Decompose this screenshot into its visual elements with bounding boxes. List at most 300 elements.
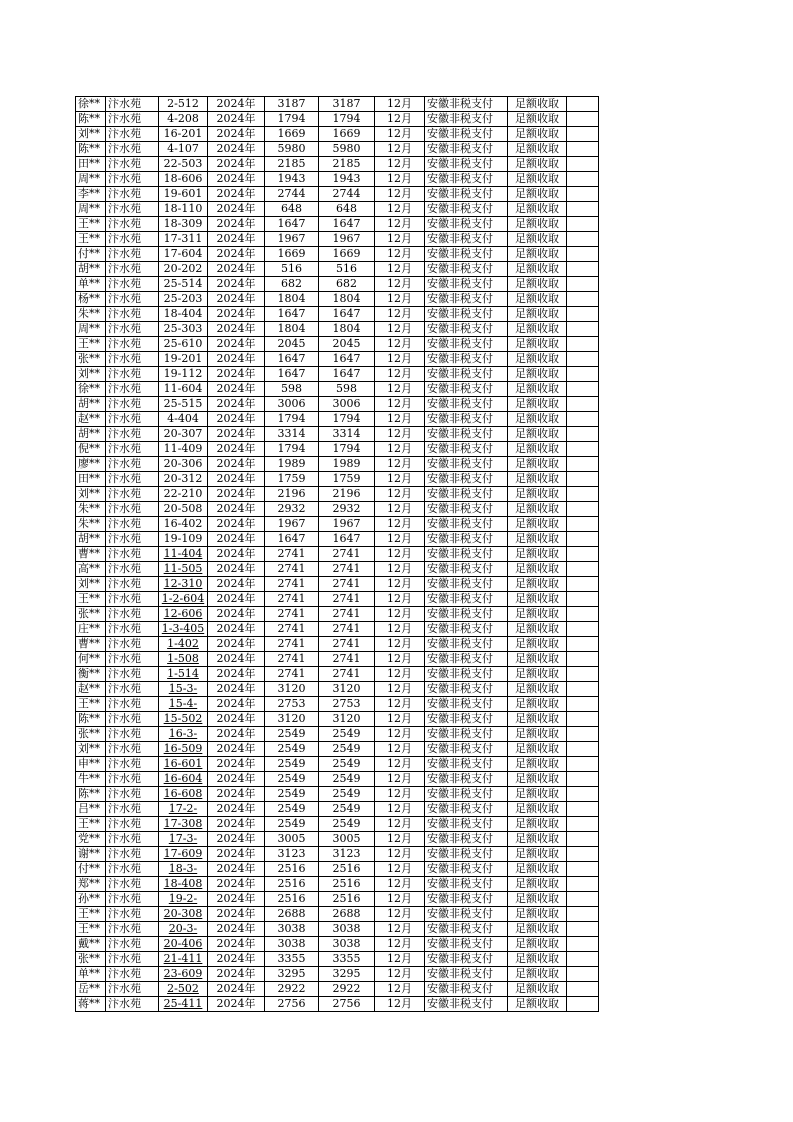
unit-cell: 11-505 — [159, 562, 208, 577]
collection-status-cell: 足额收取 — [508, 472, 567, 487]
community-cell: 汴水苑 — [106, 247, 159, 262]
month-cell: 12月 — [375, 607, 425, 622]
community-cell: 汴水苑 — [106, 727, 159, 742]
community-cell: 汴水苑 — [106, 967, 159, 982]
month-cell: 12月 — [375, 922, 425, 937]
community-cell: 汴水苑 — [106, 337, 159, 352]
payment-method-cell: 安徽非税支付 — [425, 892, 508, 907]
payment-method-cell: 安徽非税支付 — [425, 592, 508, 607]
year-cell: 2024年 — [208, 382, 265, 397]
owner-name-cell: 戴** — [76, 937, 106, 952]
amount-paid-cell: 3120 — [319, 682, 375, 697]
month-cell: 12月 — [375, 997, 425, 1012]
amount-paid-cell: 1804 — [319, 292, 375, 307]
amount-paid-cell: 2549 — [319, 787, 375, 802]
amount-paid-cell: 3355 — [319, 952, 375, 967]
collection-status-cell: 足额收取 — [508, 97, 567, 112]
owner-name-cell: 庄** — [76, 622, 106, 637]
year-cell: 2024年 — [208, 412, 265, 427]
unit-cell: 4-107 — [159, 142, 208, 157]
community-cell: 汴水苑 — [106, 382, 159, 397]
empty-cell — [567, 517, 599, 532]
empty-cell — [567, 907, 599, 922]
table-row — [76, 172, 599, 187]
owner-name-cell: 王** — [76, 592, 106, 607]
community-cell: 汴水苑 — [106, 487, 159, 502]
year-cell: 2024年 — [208, 667, 265, 682]
community-cell: 汴水苑 — [106, 877, 159, 892]
collection-status-cell: 足额收取 — [508, 952, 567, 967]
year-cell: 2024年 — [208, 832, 265, 847]
collection-status-cell: 足额收取 — [508, 592, 567, 607]
amount-due-cell: 2516 — [265, 877, 319, 892]
month-cell: 12月 — [375, 232, 425, 247]
owner-name-cell: 王** — [76, 817, 106, 832]
payment-method-cell: 安徽非税支付 — [425, 202, 508, 217]
empty-cell — [567, 337, 599, 352]
community-cell: 汴水苑 — [106, 232, 159, 247]
collection-status-cell: 足额收取 — [508, 337, 567, 352]
amount-due-cell: 1647 — [265, 532, 319, 547]
empty-cell — [567, 172, 599, 187]
owner-name-cell: 谢** — [76, 847, 106, 862]
collection-status-cell: 足额收取 — [508, 862, 567, 877]
table-row — [76, 787, 599, 802]
collection-status-cell: 足额收取 — [508, 982, 567, 997]
amount-due-cell: 2756 — [265, 997, 319, 1012]
table-row — [76, 592, 599, 607]
empty-cell — [567, 442, 599, 457]
community-cell: 汴水苑 — [106, 442, 159, 457]
year-cell: 2024年 — [208, 247, 265, 262]
owner-name-cell: 岳** — [76, 982, 106, 997]
unit-cell: 18-404 — [159, 307, 208, 322]
payment-method-cell: 安徽非税支付 — [425, 337, 508, 352]
month-cell: 12月 — [375, 667, 425, 682]
community-cell: 汴水苑 — [106, 517, 159, 532]
amount-due-cell: 2549 — [265, 772, 319, 787]
amount-paid-cell: 3006 — [319, 397, 375, 412]
unit-cell: 1-514 — [159, 667, 208, 682]
month-cell: 12月 — [375, 742, 425, 757]
table-row — [76, 517, 599, 532]
month-cell: 12月 — [375, 502, 425, 517]
unit-cell: 1-2-604 — [159, 592, 208, 607]
amount-due-cell: 2549 — [265, 757, 319, 772]
owner-name-cell: 胡** — [76, 397, 106, 412]
amount-due-cell: 1794 — [265, 442, 319, 457]
year-cell: 2024年 — [208, 157, 265, 172]
amount-paid-cell: 1647 — [319, 352, 375, 367]
owner-name-cell: 朱** — [76, 517, 106, 532]
payment-method-cell: 安徽非税支付 — [425, 637, 508, 652]
payment-method-cell: 安徽非税支付 — [425, 562, 508, 577]
payment-method-cell: 安徽非税支付 — [425, 232, 508, 247]
table-row — [76, 952, 599, 967]
payment-method-cell: 安徽非税支付 — [425, 397, 508, 412]
amount-paid-cell: 3038 — [319, 922, 375, 937]
empty-cell — [567, 427, 599, 442]
year-cell: 2024年 — [208, 772, 265, 787]
community-cell: 汴水苑 — [106, 907, 159, 922]
unit-cell: 18-3- — [159, 862, 208, 877]
community-cell: 汴水苑 — [106, 127, 159, 142]
collection-status-cell: 足额收取 — [508, 832, 567, 847]
amount-due-cell: 2741 — [265, 667, 319, 682]
payment-method-cell: 安徽非税支付 — [425, 862, 508, 877]
payment-method-cell: 安徽非税支付 — [425, 907, 508, 922]
month-cell: 12月 — [375, 817, 425, 832]
collection-status-cell: 足额收取 — [508, 937, 567, 952]
amount-paid-cell: 2688 — [319, 907, 375, 922]
month-cell: 12月 — [375, 247, 425, 262]
collection-status-cell: 足额收取 — [508, 712, 567, 727]
year-cell: 2024年 — [208, 472, 265, 487]
table-row — [76, 577, 599, 592]
owner-name-cell: 党** — [76, 832, 106, 847]
payment-method-cell: 安徽非税支付 — [425, 667, 508, 682]
owner-name-cell: 高** — [76, 562, 106, 577]
community-cell: 汴水苑 — [106, 637, 159, 652]
month-cell: 12月 — [375, 772, 425, 787]
table-row — [76, 487, 599, 502]
amount-paid-cell: 2741 — [319, 622, 375, 637]
amount-due-cell: 598 — [265, 382, 319, 397]
table-row — [76, 907, 599, 922]
amount-due-cell: 1647 — [265, 307, 319, 322]
payment-method-cell: 安徽非税支付 — [425, 712, 508, 727]
amount-paid-cell: 1967 — [319, 517, 375, 532]
year-cell: 2024年 — [208, 967, 265, 982]
table-row — [76, 937, 599, 952]
owner-name-cell: 王** — [76, 922, 106, 937]
table-row — [76, 967, 599, 982]
month-cell: 12月 — [375, 907, 425, 922]
payment-method-cell: 安徽非税支付 — [425, 247, 508, 262]
amount-due-cell: 2932 — [265, 502, 319, 517]
owner-name-cell: 胡** — [76, 532, 106, 547]
table-row — [76, 247, 599, 262]
payment-method-cell: 安徽非税支付 — [425, 172, 508, 187]
payment-method-cell: 安徽非税支付 — [425, 817, 508, 832]
community-cell: 汴水苑 — [106, 472, 159, 487]
owner-name-cell: 周** — [76, 322, 106, 337]
unit-cell: 19-201 — [159, 352, 208, 367]
amount-paid-cell: 598 — [319, 382, 375, 397]
unit-cell: 19-109 — [159, 532, 208, 547]
empty-cell — [567, 937, 599, 952]
empty-cell — [567, 277, 599, 292]
empty-cell — [567, 232, 599, 247]
year-cell: 2024年 — [208, 187, 265, 202]
community-cell: 汴水苑 — [106, 427, 159, 442]
amount-paid-cell: 648 — [319, 202, 375, 217]
empty-cell — [567, 787, 599, 802]
unit-cell: 15-4- — [159, 697, 208, 712]
month-cell: 12月 — [375, 577, 425, 592]
owner-name-cell: 周** — [76, 172, 106, 187]
table-row — [76, 292, 599, 307]
table-row — [76, 277, 599, 292]
empty-cell — [567, 637, 599, 652]
amount-due-cell: 2045 — [265, 337, 319, 352]
owner-name-cell: 赵** — [76, 412, 106, 427]
collection-status-cell: 足额收取 — [508, 487, 567, 502]
empty-cell — [567, 682, 599, 697]
unit-cell: 4-404 — [159, 412, 208, 427]
month-cell: 12月 — [375, 202, 425, 217]
community-cell: 汴水苑 — [106, 922, 159, 937]
table-row — [76, 127, 599, 142]
amount-paid-cell: 1759 — [319, 472, 375, 487]
empty-cell — [567, 292, 599, 307]
month-cell: 12月 — [375, 652, 425, 667]
collection-status-cell: 足额收取 — [508, 292, 567, 307]
month-cell: 12月 — [375, 187, 425, 202]
amount-paid-cell: 3038 — [319, 937, 375, 952]
table-row — [76, 262, 599, 277]
table-row — [76, 157, 599, 172]
unit-cell: 25-515 — [159, 397, 208, 412]
month-cell: 12月 — [375, 172, 425, 187]
amount-paid-cell: 2932 — [319, 502, 375, 517]
table-row — [76, 187, 599, 202]
collection-status-cell: 足额收取 — [508, 397, 567, 412]
payment-method-cell: 安徽非税支付 — [425, 262, 508, 277]
collection-status-cell: 足额收取 — [508, 307, 567, 322]
amount-due-cell: 2741 — [265, 577, 319, 592]
owner-name-cell: 田** — [76, 157, 106, 172]
empty-cell — [567, 802, 599, 817]
table-row — [76, 712, 599, 727]
amount-paid-cell: 3187 — [319, 97, 375, 112]
collection-status-cell: 足额收取 — [508, 907, 567, 922]
unit-cell: 16-608 — [159, 787, 208, 802]
collection-status-cell: 足额收取 — [508, 667, 567, 682]
amount-due-cell: 1967 — [265, 517, 319, 532]
table-row — [76, 307, 599, 322]
amount-paid-cell: 1647 — [319, 367, 375, 382]
table-row — [76, 142, 599, 157]
year-cell: 2024年 — [208, 292, 265, 307]
payment-method-cell: 安徽非税支付 — [425, 367, 508, 382]
empty-cell — [567, 487, 599, 502]
community-cell: 汴水苑 — [106, 832, 159, 847]
table-row — [76, 337, 599, 352]
month-cell: 12月 — [375, 412, 425, 427]
community-cell: 汴水苑 — [106, 352, 159, 367]
empty-cell — [567, 202, 599, 217]
fee-collection-table — [75, 96, 599, 1012]
amount-due-cell: 3187 — [265, 97, 319, 112]
empty-cell — [567, 742, 599, 757]
table-row — [76, 457, 599, 472]
community-cell: 汴水苑 — [106, 952, 159, 967]
owner-name-cell: 刘** — [76, 127, 106, 142]
year-cell: 2024年 — [208, 802, 265, 817]
amount-paid-cell: 1794 — [319, 412, 375, 427]
payment-method-cell: 安徽非税支付 — [425, 322, 508, 337]
community-cell: 汴水苑 — [106, 322, 159, 337]
amount-due-cell: 1794 — [265, 112, 319, 127]
amount-paid-cell: 3005 — [319, 832, 375, 847]
collection-status-cell: 足额收取 — [508, 112, 567, 127]
year-cell: 2024年 — [208, 847, 265, 862]
table-row — [76, 697, 599, 712]
payment-method-cell: 安徽非税支付 — [425, 112, 508, 127]
amount-paid-cell: 3123 — [319, 847, 375, 862]
owner-name-cell: 胡** — [76, 262, 106, 277]
year-cell: 2024年 — [208, 607, 265, 622]
table-row — [76, 472, 599, 487]
community-cell: 汴水苑 — [106, 202, 159, 217]
amount-due-cell: 2549 — [265, 802, 319, 817]
amount-due-cell: 2741 — [265, 547, 319, 562]
table-row — [76, 232, 599, 247]
empty-cell — [567, 982, 599, 997]
empty-cell — [567, 997, 599, 1012]
year-cell: 2024年 — [208, 547, 265, 562]
month-cell: 12月 — [375, 637, 425, 652]
year-cell: 2024年 — [208, 922, 265, 937]
amount-due-cell: 516 — [265, 262, 319, 277]
unit-cell: 16-604 — [159, 772, 208, 787]
amount-paid-cell: 2744 — [319, 187, 375, 202]
month-cell: 12月 — [375, 472, 425, 487]
unit-cell: 22-503 — [159, 157, 208, 172]
year-cell: 2024年 — [208, 682, 265, 697]
community-cell: 汴水苑 — [106, 772, 159, 787]
year-cell: 2024年 — [208, 727, 265, 742]
unit-cell: 17-604 — [159, 247, 208, 262]
payment-method-cell: 安徽非税支付 — [425, 292, 508, 307]
amount-paid-cell: 2549 — [319, 772, 375, 787]
year-cell: 2024年 — [208, 172, 265, 187]
amount-paid-cell: 2753 — [319, 697, 375, 712]
amount-due-cell: 5980 — [265, 142, 319, 157]
amount-paid-cell: 2185 — [319, 157, 375, 172]
empty-cell — [567, 217, 599, 232]
amount-due-cell: 1669 — [265, 247, 319, 262]
month-cell: 12月 — [375, 712, 425, 727]
empty-cell — [567, 877, 599, 892]
collection-status-cell: 足额收取 — [508, 142, 567, 157]
payment-method-cell: 安徽非税支付 — [425, 742, 508, 757]
empty-cell — [567, 157, 599, 172]
amount-due-cell: 1647 — [265, 367, 319, 382]
amount-paid-cell: 2741 — [319, 577, 375, 592]
owner-name-cell: 申** — [76, 757, 106, 772]
empty-cell — [567, 367, 599, 382]
collection-status-cell: 足额收取 — [508, 172, 567, 187]
community-cell: 汴水苑 — [106, 592, 159, 607]
table-row — [76, 637, 599, 652]
empty-cell — [567, 112, 599, 127]
collection-status-cell: 足额收取 — [508, 892, 567, 907]
collection-status-cell: 足额收取 — [508, 157, 567, 172]
month-cell: 12月 — [375, 277, 425, 292]
amount-due-cell: 2688 — [265, 907, 319, 922]
empty-cell — [567, 922, 599, 937]
amount-paid-cell: 2516 — [319, 877, 375, 892]
table-row — [76, 802, 599, 817]
empty-cell — [567, 397, 599, 412]
collection-status-cell: 足额收取 — [508, 502, 567, 517]
unit-cell: 25-610 — [159, 337, 208, 352]
amount-due-cell: 1759 — [265, 472, 319, 487]
owner-name-cell: 朱** — [76, 307, 106, 322]
unit-cell: 19-2- — [159, 892, 208, 907]
table-row — [76, 367, 599, 382]
payment-method-cell: 安徽非税支付 — [425, 832, 508, 847]
owner-name-cell: 何** — [76, 652, 106, 667]
year-cell: 2024年 — [208, 592, 265, 607]
empty-cell — [567, 412, 599, 427]
unit-cell: 20-308 — [159, 907, 208, 922]
owner-name-cell: 周** — [76, 202, 106, 217]
amount-paid-cell: 2741 — [319, 607, 375, 622]
month-cell: 12月 — [375, 862, 425, 877]
amount-due-cell: 1967 — [265, 232, 319, 247]
amount-due-cell: 1943 — [265, 172, 319, 187]
year-cell: 2024年 — [208, 517, 265, 532]
community-cell: 汴水苑 — [106, 607, 159, 622]
unit-cell: 16-402 — [159, 517, 208, 532]
empty-cell — [567, 322, 599, 337]
owner-name-cell: 刘** — [76, 367, 106, 382]
community-cell: 汴水苑 — [106, 217, 159, 232]
payment-method-cell: 安徽非税支付 — [425, 982, 508, 997]
table-row — [76, 202, 599, 217]
community-cell: 汴水苑 — [106, 307, 159, 322]
year-cell: 2024年 — [208, 427, 265, 442]
month-cell: 12月 — [375, 382, 425, 397]
empty-cell — [567, 142, 599, 157]
year-cell: 2024年 — [208, 952, 265, 967]
unit-cell: 15-502 — [159, 712, 208, 727]
table-row — [76, 562, 599, 577]
empty-cell — [567, 307, 599, 322]
unit-cell: 15-3- — [159, 682, 208, 697]
amount-paid-cell: 1794 — [319, 112, 375, 127]
collection-status-cell: 足额收取 — [508, 547, 567, 562]
year-cell: 2024年 — [208, 997, 265, 1012]
amount-due-cell: 2185 — [265, 157, 319, 172]
amount-due-cell: 2549 — [265, 787, 319, 802]
amount-due-cell: 2741 — [265, 622, 319, 637]
collection-status-cell: 足额收取 — [508, 247, 567, 262]
collection-status-cell: 足额收取 — [508, 442, 567, 457]
owner-name-cell: 赵** — [76, 682, 106, 697]
amount-due-cell: 3120 — [265, 712, 319, 727]
collection-status-cell: 足额收取 — [508, 382, 567, 397]
community-cell: 汴水苑 — [106, 997, 159, 1012]
unit-cell: 16-509 — [159, 742, 208, 757]
table-row — [76, 682, 599, 697]
year-cell: 2024年 — [208, 577, 265, 592]
payment-method-cell: 安徽非税支付 — [425, 802, 508, 817]
collection-status-cell: 足额收取 — [508, 772, 567, 787]
owner-name-cell: 李** — [76, 187, 106, 202]
amount-due-cell: 2922 — [265, 982, 319, 997]
collection-status-cell: 足额收取 — [508, 922, 567, 937]
empty-cell — [567, 622, 599, 637]
amount-paid-cell: 2741 — [319, 637, 375, 652]
owner-name-cell: 吕** — [76, 802, 106, 817]
payment-method-cell: 安徽非税支付 — [425, 547, 508, 562]
payment-method-cell: 安徽非税支付 — [425, 652, 508, 667]
month-cell: 12月 — [375, 292, 425, 307]
